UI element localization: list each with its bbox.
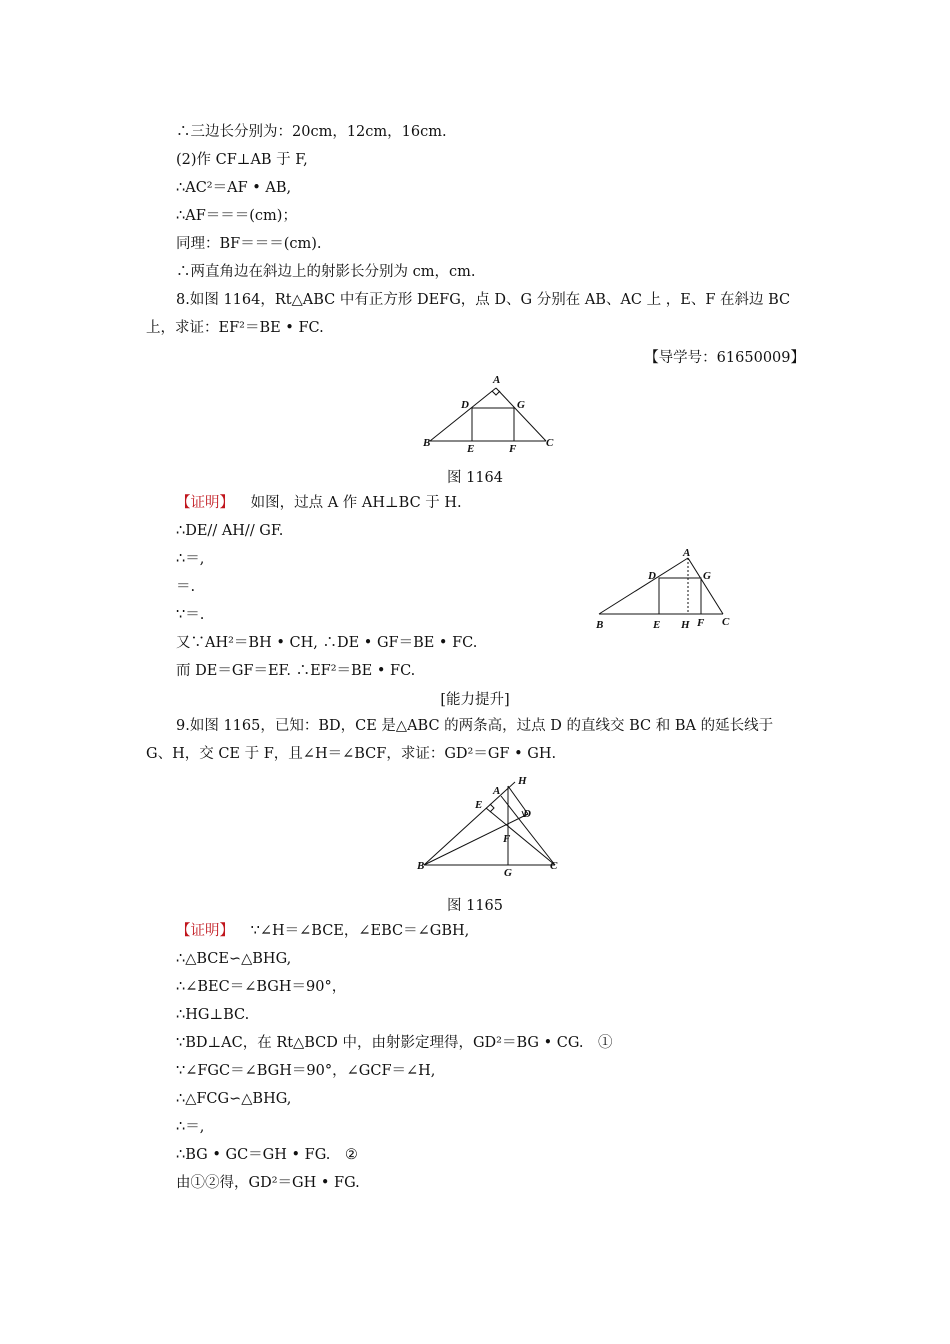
label-c: C <box>550 860 558 872</box>
label-g: G <box>504 867 512 876</box>
proof-line: 而 DE＝GF＝EF. ∴EF²＝BE • FC. <box>176 663 416 679</box>
figure-1165 <box>410 772 570 876</box>
figure-1164 <box>415 370 565 460</box>
label-h: H <box>681 619 690 631</box>
proof-line: ∴＝, <box>176 551 205 567</box>
label-e: E <box>653 619 661 631</box>
label-c: C <box>722 616 730 628</box>
proof-line: ∴△BCE∽△BHG, <box>176 951 292 967</box>
proof-line: ∴＝, <box>176 1119 205 1135</box>
proof-line: ＝. <box>176 579 196 595</box>
label-e: E <box>475 799 483 811</box>
proof-line: ∴△FCG∽△BHG, <box>176 1091 292 1107</box>
figure-caption: 图 1164 <box>446 470 503 486</box>
proof-line: ∴HG⊥BC. <box>176 1007 250 1023</box>
label-h: H <box>518 775 527 787</box>
proof-line: ∴DE// AH// GF. <box>176 523 284 539</box>
label-b: B <box>417 860 425 872</box>
label-d: D <box>461 399 469 411</box>
proof-line: ∴∠BEC＝∠BGH＝90°， <box>176 979 347 995</box>
text-line: ∴AC²＝AF • AB, <box>176 180 292 196</box>
text-line: ∴AF＝＝＝(cm)； <box>176 208 297 224</box>
guide-number: 【导学号：61650009】 <box>644 350 805 366</box>
text-line: ∴两直角边在斜边上的射影长分别为 cm，cm. <box>176 264 476 280</box>
proof-line: 又∵AH²＝BH • CH, ∴DE • GF＝BE • FC. <box>176 635 478 651</box>
label-a: A <box>683 547 691 559</box>
label-b: B <box>596 619 604 631</box>
label-f: F <box>503 833 511 845</box>
proof-line: ∵∠FGC＝∠BGH＝90°，∠GCF＝∠H, <box>176 1063 436 1079</box>
label-c: C <box>546 437 554 449</box>
proof-tag: 【证明】 <box>176 923 234 939</box>
proof-line: 如图，过点 A 作 AH⊥BC 于 H. <box>250 495 462 511</box>
label-a: A <box>493 785 501 797</box>
text-line: ∴三边长分别为：20cm，12cm，16cm. <box>176 124 447 140</box>
problem-8-statement-cont: 上，求证：EF²＝BE • FC. <box>146 320 324 336</box>
problem-9-statement-cont: G、H，交 CE 于 F，且∠H＝∠BCF，求证：GD²＝GF • GH. <box>146 746 557 762</box>
label-g: G <box>703 570 711 582</box>
problem-8-statement: 8.如图 1164，Rt△ABC 中有正方形 DEFG，点 D、G 分别在 AB、AC 上 ，E、F 在斜边 BC <box>176 292 791 308</box>
label-d: D <box>523 808 531 820</box>
label-a: A <box>493 374 501 386</box>
figure-caption: 图 1165 <box>446 898 503 914</box>
label-e: E <box>467 443 475 455</box>
text-line: 同理：BF＝＝＝(cm). <box>176 236 322 252</box>
label-b: B <box>423 437 431 449</box>
label-g: G <box>517 399 525 411</box>
figure-proof-8 <box>590 540 740 632</box>
label-d: D <box>648 570 656 582</box>
proof-line: 由①②得，GD²＝GH • FG. <box>176 1175 360 1191</box>
section-heading: [能力提升] <box>440 692 510 708</box>
proof-line: ∵＝. <box>176 607 205 623</box>
text-line: (2)作 CF⊥AB 于 F, <box>176 152 308 168</box>
problem-9-statement: 9.如图 1165，已知：BD，CE 是△ABC 的两条高，过点 D 的直线交 BC 和 BA 的延长线于 <box>176 718 774 734</box>
proof-line: ∵∠H＝∠BCE，∠EBC＝∠GBH, <box>250 923 470 939</box>
label-f: F <box>697 617 705 629</box>
proof-tag: 【证明】 <box>176 495 234 511</box>
proof-line: ∵BD⊥AC，在 Rt△BCD 中，由射影定理得，GD²＝BG • CG. ① <box>176 1035 613 1051</box>
label-f: F <box>509 443 517 455</box>
proof-line: ∴BG • GC＝GH • FG. ② <box>176 1147 358 1163</box>
